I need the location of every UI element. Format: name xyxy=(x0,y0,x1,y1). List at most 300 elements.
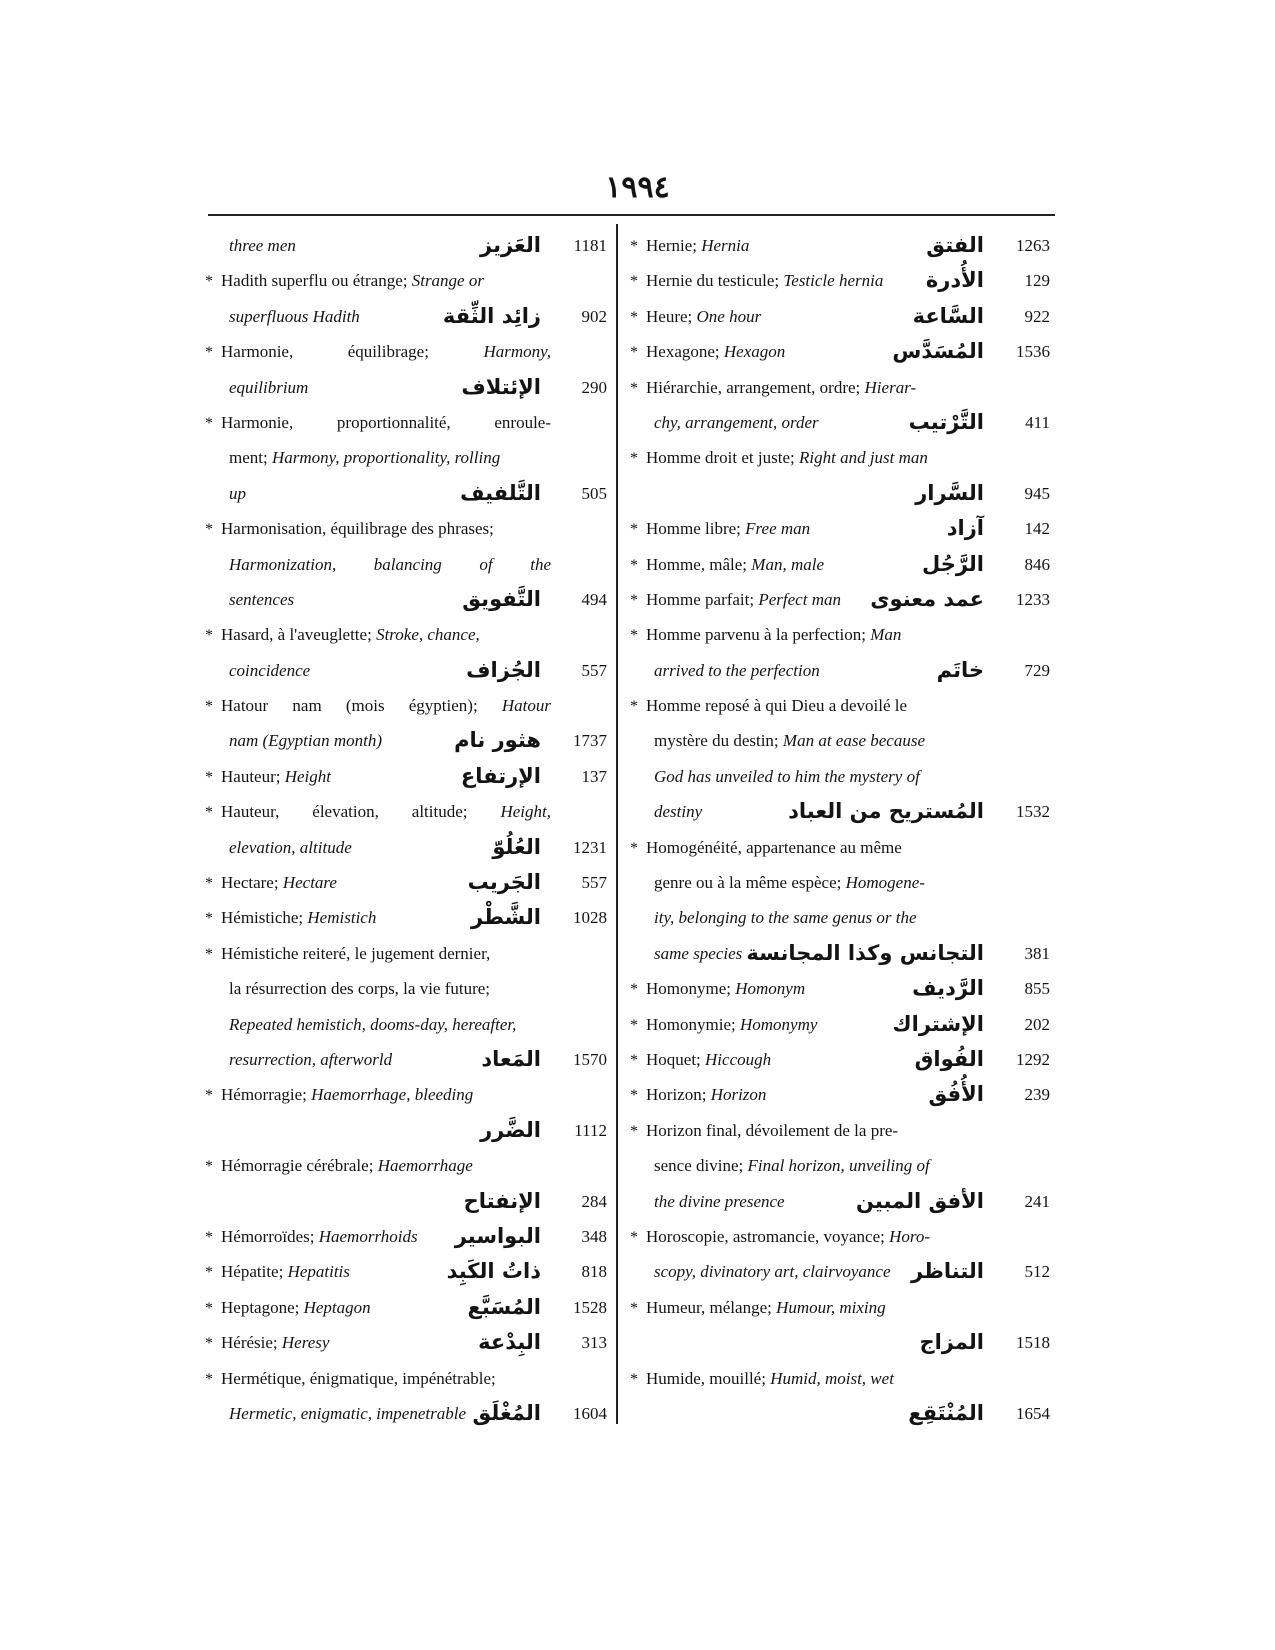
english-term: sentences xyxy=(229,589,295,609)
arabic-term: الشَّطْر xyxy=(471,905,541,930)
french-term: la résurrection des corps, la vie future; xyxy=(229,979,491,999)
arabic-term: التَّرْتيب xyxy=(908,409,984,434)
page-reference: 142 xyxy=(1024,519,1050,539)
entry-line xyxy=(630,547,1050,582)
entry-text xyxy=(646,440,994,475)
french-term: Homme parvenu à la perfection; xyxy=(646,625,871,645)
page-reference: 1654 xyxy=(1016,1403,1050,1423)
french-term: Homme libre; xyxy=(646,519,746,539)
english-term: same species xyxy=(654,943,743,963)
entry-text xyxy=(221,511,551,546)
entry-line xyxy=(205,370,607,405)
english-term: Haemorrhage, bleeding xyxy=(311,1085,474,1105)
english-term: Height xyxy=(284,766,332,786)
page-reference: 1263 xyxy=(1016,236,1050,255)
english-term: Hiccough xyxy=(705,1049,772,1069)
arabic-term: الأفق المبين xyxy=(855,1188,984,1213)
english-term: scopy, divinatory art, clairvoyance xyxy=(654,1262,891,1282)
page-reference: 129 xyxy=(1024,271,1050,291)
french-term: Hectare; xyxy=(221,873,283,893)
french-term: Hermétique, énigmatique, impénétrable; xyxy=(221,1368,496,1388)
entry-line xyxy=(630,1361,1050,1396)
arabic-term: المُسَبَّع xyxy=(467,1294,541,1319)
french-term: Hasard, à l'aveuglette; xyxy=(221,625,377,645)
english-term: ity, belonging to the same genus or the xyxy=(654,908,917,928)
arabic-term: السَّاعة xyxy=(912,303,984,328)
entry-bullet: * xyxy=(205,1335,213,1353)
arabic-term: الفُواق xyxy=(914,1046,984,1071)
entry-line xyxy=(630,1396,1050,1431)
arabic-term: البواسير xyxy=(454,1223,541,1248)
arabic-term: الإشتراك xyxy=(892,1011,984,1036)
entry-line xyxy=(205,759,607,794)
english-term: Testicle hernia xyxy=(783,271,884,291)
entry-text xyxy=(654,1148,994,1183)
entry-line xyxy=(630,900,1050,935)
entry-line xyxy=(205,830,607,865)
entry-bullet: * xyxy=(205,344,213,362)
english-term: Homonym xyxy=(735,979,806,999)
french-term: Harmonie, proportionnalité, enroule- xyxy=(221,412,551,432)
entry-bullet: * xyxy=(630,627,638,645)
english-term: arrived to the perfection xyxy=(654,660,820,680)
entry-bullet: * xyxy=(205,804,213,822)
entry-line xyxy=(630,263,1050,298)
entry-bullet: * xyxy=(205,698,213,716)
entry-line xyxy=(205,1254,607,1289)
arabic-term: الأُفُق xyxy=(928,1082,984,1107)
page-reference: 855 xyxy=(1024,979,1050,999)
entry-line xyxy=(205,1007,607,1042)
entry-bullet: * xyxy=(205,945,213,963)
french-term: Homonyme; xyxy=(646,979,736,999)
entry-text xyxy=(221,936,551,971)
entry-line xyxy=(630,1219,1050,1254)
entry-line xyxy=(205,1361,607,1396)
entry-line xyxy=(205,334,607,369)
arabic-term: الفتق xyxy=(926,233,984,257)
french-term: Humeur, mélange; xyxy=(646,1297,777,1317)
page-reference: 1518 xyxy=(1016,1333,1050,1353)
entry-line xyxy=(205,405,607,440)
right-column xyxy=(630,228,1050,1431)
entry-text xyxy=(229,440,551,475)
page-reference: 1570 xyxy=(573,1049,607,1069)
page-reference: 1604 xyxy=(573,1403,607,1423)
french-term: Homogénéité, appartenance au même xyxy=(646,837,902,857)
page-reference: 348 xyxy=(581,1226,607,1246)
entry-bullet: * xyxy=(630,344,638,362)
entry-line xyxy=(630,370,1050,405)
entry-line xyxy=(630,228,1050,263)
entry-bullet: * xyxy=(205,414,213,432)
page-reference: 1292 xyxy=(1016,1049,1050,1069)
french-term: Hémorroïdes; xyxy=(221,1226,319,1246)
arabic-term: المُستريح من العباد xyxy=(788,799,984,824)
entry-line xyxy=(630,1007,1050,1042)
entry-bullet: * xyxy=(630,450,638,468)
english-term: Heresy xyxy=(281,1333,330,1353)
entry-line xyxy=(630,1077,1050,1112)
entry-line xyxy=(630,1254,1050,1289)
english-term: Stroke, chance, xyxy=(376,625,480,645)
entry-line xyxy=(205,263,607,298)
english-term: Repeated hemistich, dooms-day, hereafter, xyxy=(229,1014,517,1034)
english-term: the divine presence xyxy=(654,1191,785,1211)
page-reference: 1181 xyxy=(573,236,607,255)
entry-bullet: * xyxy=(630,1299,638,1317)
entry-line xyxy=(205,228,607,263)
entry-line xyxy=(205,1290,607,1325)
english-term: Strange or xyxy=(411,271,484,291)
french-term: Homme reposé à qui Dieu a devoilé le xyxy=(646,696,908,716)
entry-text xyxy=(229,547,551,582)
entry-text xyxy=(646,617,994,652)
entry-line xyxy=(205,1219,607,1254)
entry-line xyxy=(630,334,1050,369)
arabic-term: الإنفتاح xyxy=(463,1188,541,1213)
entry-text xyxy=(646,370,994,405)
english-term: Hermetic, enigmatic, impenetrable xyxy=(229,1403,466,1423)
english-term: Harmony, xyxy=(483,342,551,362)
entry-line xyxy=(205,1396,607,1431)
english-term: three men xyxy=(229,236,296,255)
french-term: Hépatite; xyxy=(221,1262,288,1282)
french-term: Hérésie; xyxy=(221,1333,282,1353)
french-term: Hernie; xyxy=(646,236,702,255)
french-term: Hexagone; xyxy=(646,342,724,362)
arabic-term: البِدْعة xyxy=(478,1330,541,1355)
page-reference: 313 xyxy=(581,1333,607,1353)
english-term: Haemorrhoids xyxy=(318,1226,418,1246)
english-term: Homonymy xyxy=(739,1014,818,1034)
entry-text xyxy=(646,511,994,546)
entry-line xyxy=(630,1148,1050,1183)
english-term: elevation, altitude xyxy=(229,837,352,857)
arabic-term: المُغْلَق xyxy=(472,1400,541,1425)
french-term: Hauteur; xyxy=(221,766,285,786)
entry-text xyxy=(646,830,994,865)
page-reference: 202 xyxy=(1024,1014,1050,1034)
english-term: Humour, mixing xyxy=(776,1297,886,1317)
page-reference: 1737 xyxy=(573,731,607,751)
english-term: Hernia xyxy=(701,236,750,255)
page-reference: 945 xyxy=(1024,483,1050,503)
entry-bullet: * xyxy=(630,556,638,574)
entry-line xyxy=(630,723,1050,758)
entry-text xyxy=(221,334,551,369)
english-term: up xyxy=(229,483,246,503)
french-term: Hatour nam (mois égyptien); xyxy=(221,696,502,716)
entry-line xyxy=(630,405,1050,440)
entry-line xyxy=(630,1113,1050,1148)
entry-line xyxy=(630,299,1050,334)
entry-bullet: * xyxy=(630,591,638,609)
english-term: Perfect man xyxy=(758,589,841,609)
entry-bullet: * xyxy=(205,875,213,893)
arabic-term: عمد معنوى xyxy=(870,586,984,611)
entry-line xyxy=(630,476,1050,511)
english-term: Harmony, proportionality, rolling xyxy=(271,448,501,468)
entry-line xyxy=(630,1325,1050,1360)
french-term: Horizon; xyxy=(646,1085,711,1105)
entry-text xyxy=(646,688,994,723)
french-term: Hémistiche; xyxy=(221,908,308,928)
entry-line xyxy=(205,865,607,900)
entry-bullet: * xyxy=(630,379,638,397)
entry-line xyxy=(630,830,1050,865)
header-rule xyxy=(208,214,1055,216)
entry-text xyxy=(646,1113,994,1148)
entry-line xyxy=(205,511,607,546)
french-term: Homme parfait; xyxy=(646,589,759,609)
entry-text xyxy=(221,405,551,440)
entry-line xyxy=(630,1184,1050,1219)
english-term: Hectare xyxy=(282,873,337,893)
entry-line xyxy=(630,617,1050,652)
entry-line xyxy=(630,653,1050,688)
entry-line xyxy=(205,794,607,829)
entry-line xyxy=(205,299,607,334)
entry-text xyxy=(221,794,551,829)
entry-line xyxy=(205,900,607,935)
french-term: sence divine; xyxy=(654,1156,748,1176)
english-term: Final horizon, unveiling of xyxy=(747,1156,930,1176)
entry-line xyxy=(205,688,607,723)
french-term: Hémorragie; xyxy=(221,1085,312,1105)
page-reference: 239 xyxy=(1024,1085,1050,1105)
english-term: equilibrium xyxy=(229,377,309,397)
arabic-term: المَعاد xyxy=(481,1046,541,1071)
entry-bullet: * xyxy=(205,521,213,539)
page-reference: 494 xyxy=(581,589,607,609)
page-reference: 922 xyxy=(1024,306,1050,326)
entry-bullet: * xyxy=(630,238,638,255)
french-term: Homonymie; xyxy=(646,1014,740,1034)
arabic-term: المزاج xyxy=(919,1330,984,1355)
arabic-term: التَّلفيف xyxy=(460,480,541,505)
entry-line xyxy=(630,440,1050,475)
page-reference: 557 xyxy=(581,873,607,893)
english-term: Harmonization, balancing of the xyxy=(229,554,551,574)
entry-text xyxy=(229,1007,551,1042)
page-reference: 381 xyxy=(1024,943,1050,963)
english-term: Man xyxy=(870,625,902,645)
entry-bullet: * xyxy=(630,1087,638,1105)
entry-line xyxy=(205,653,607,688)
arabic-term: التجانس وكذا المجانسة xyxy=(746,940,984,965)
french-term: Hauteur, élevation, altitude; xyxy=(221,802,501,822)
entry-line xyxy=(205,1077,607,1112)
english-term: Horizon xyxy=(710,1085,767,1105)
page-reference: 290 xyxy=(581,377,607,397)
page-reference: 1233 xyxy=(1016,589,1050,609)
entry-bullet: * xyxy=(205,1228,213,1246)
french-term: Hoquet; xyxy=(646,1049,706,1069)
english-term: Hemistich xyxy=(307,908,377,928)
entry-bullet: * xyxy=(205,273,213,291)
arabic-term: الجَريب xyxy=(467,870,541,895)
french-term: Harmonisation, équilibrage des phrases; xyxy=(221,519,494,539)
french-term: Homme droit et juste; xyxy=(646,448,799,468)
entry-bullet: * xyxy=(630,1051,638,1069)
entry-line xyxy=(205,1184,607,1219)
french-term: ment; xyxy=(229,448,272,468)
entry-bullet: * xyxy=(630,1228,638,1246)
entry-bullet: * xyxy=(630,698,638,716)
french-term: Homme, mâle; xyxy=(646,554,752,574)
entry-line xyxy=(630,1042,1050,1077)
left-column xyxy=(205,228,607,1431)
arabic-term: الجُزاف xyxy=(466,657,541,682)
french-term: Horizon final, dévoilement de la pre- xyxy=(646,1120,899,1140)
entry-text xyxy=(221,263,551,298)
arabic-term: آزاد xyxy=(946,516,984,541)
page-reference: 1532 xyxy=(1016,802,1050,822)
page-reference: 137 xyxy=(581,766,607,786)
arabic-term: الإئتلاف xyxy=(461,374,541,399)
entry-text xyxy=(646,1219,994,1254)
entry-text xyxy=(654,900,994,935)
arabic-term: الضَّرر xyxy=(480,1117,541,1142)
entry-line xyxy=(205,1325,607,1360)
entry-line xyxy=(205,723,607,758)
entry-line xyxy=(630,582,1050,617)
entry-bullet: * xyxy=(205,627,213,645)
french-term: Humide, mouillé; xyxy=(646,1368,771,1388)
arabic-term: التناظر xyxy=(911,1259,984,1284)
arabic-term: هثور نام xyxy=(454,728,541,753)
entry-text xyxy=(221,1148,551,1183)
entry-bullet: * xyxy=(205,1264,213,1282)
entry-line xyxy=(630,865,1050,900)
page-reference: 241 xyxy=(1024,1191,1050,1211)
entry-text xyxy=(646,1361,994,1396)
arabic-term: خاتَم xyxy=(936,657,984,682)
entry-bullet: * xyxy=(205,910,213,928)
english-term: Free man xyxy=(745,519,811,539)
english-term: superfluous Hadith xyxy=(229,306,360,326)
french-term: Heptagone; xyxy=(221,1297,304,1317)
english-term: resurrection, afterworld xyxy=(229,1049,393,1069)
french-term: Harmonie, équilibrage; xyxy=(221,342,484,362)
english-term: chy, arrangement, order xyxy=(654,412,819,432)
entry-bullet: * xyxy=(630,308,638,326)
english-term: Hepatitis xyxy=(287,1262,350,1282)
english-term: God has unveiled to him the mystery of xyxy=(654,766,920,786)
entry-bullet: * xyxy=(630,1370,638,1388)
entry-text xyxy=(229,971,551,1006)
entry-line xyxy=(630,1290,1050,1325)
english-term: Homogene- xyxy=(845,873,925,893)
entry-line xyxy=(630,936,1050,971)
entry-text xyxy=(654,723,994,758)
entry-bullet: * xyxy=(630,1016,638,1034)
arabic-term: الرَّديف xyxy=(912,976,984,1001)
english-term: Hatour xyxy=(501,696,551,716)
page-reference: 846 xyxy=(1024,554,1050,574)
page-reference: 505 xyxy=(581,483,607,503)
french-term: Hiérarchie, arrangement, ordre; xyxy=(646,377,865,397)
english-term: Man, male xyxy=(751,554,824,574)
page-reference: 1028 xyxy=(573,908,607,928)
arabic-term: السَّرار xyxy=(915,480,984,505)
page-number: ١٩٩٤ xyxy=(605,171,670,204)
entry-text xyxy=(221,688,551,723)
entry-line xyxy=(630,971,1050,1006)
entry-text xyxy=(221,1077,551,1112)
arabic-term: الإرتفاع xyxy=(460,763,541,788)
english-term: Height, xyxy=(500,802,551,822)
entry-line xyxy=(205,971,607,1006)
english-term: Heptagon xyxy=(303,1297,371,1317)
arabic-term: الأُدرة xyxy=(925,268,984,293)
french-term: Hémorragie cérébrale; xyxy=(221,1156,378,1176)
entry-text xyxy=(654,759,994,794)
arabic-term: ذاتُ الكَبِد xyxy=(446,1259,541,1284)
entry-line xyxy=(205,582,607,617)
page-reference: 902 xyxy=(581,306,607,326)
english-term: coincidence xyxy=(229,660,311,680)
french-term: genre ou à la même espèce; xyxy=(654,873,846,893)
entry-bullet: * xyxy=(630,981,638,999)
page-reference: 1528 xyxy=(573,1297,607,1317)
page-reference: 411 xyxy=(1025,412,1050,432)
column-divider xyxy=(616,224,618,1424)
page-reference: 818 xyxy=(581,1262,607,1282)
entry-line xyxy=(630,688,1050,723)
entry-line xyxy=(630,759,1050,794)
entry-line xyxy=(630,794,1050,829)
entry-bullet: * xyxy=(205,1158,213,1176)
page-reference: 1536 xyxy=(1016,342,1050,362)
entry-line xyxy=(205,476,607,511)
english-term: nam (Egyptian month) xyxy=(229,731,382,751)
entry-line xyxy=(205,1042,607,1077)
english-term: Hexagon xyxy=(723,342,786,362)
entry-line xyxy=(205,440,607,475)
entry-line xyxy=(205,1148,607,1183)
entry-bullet: * xyxy=(630,521,638,539)
english-term: Haemorrhage xyxy=(377,1156,473,1176)
entry-text xyxy=(646,1290,994,1325)
arabic-term: زائِد الثِّقة xyxy=(442,303,541,328)
arabic-term: العُلُوّ xyxy=(492,834,541,859)
entry-line xyxy=(630,511,1050,546)
english-term: Right and just man xyxy=(798,448,928,468)
entry-line xyxy=(205,617,607,652)
entry-line xyxy=(205,1113,607,1148)
entry-bullet: * xyxy=(630,1122,638,1140)
entry-text xyxy=(221,617,551,652)
entry-text xyxy=(221,1361,551,1396)
french-term: mystère du destin; xyxy=(654,731,783,751)
arabic-term: التَّفويق xyxy=(462,586,541,611)
entry-bullet: * xyxy=(630,273,638,291)
entry-line xyxy=(205,547,607,582)
english-term: Man at ease because xyxy=(782,731,925,751)
english-term: Horo- xyxy=(889,1226,931,1246)
page-reference: 557 xyxy=(581,660,607,680)
entry-bullet: * xyxy=(205,768,213,786)
page-reference: 1112 xyxy=(574,1120,607,1140)
entry-bullet: * xyxy=(630,839,638,857)
english-term: Humid, moist, wet xyxy=(770,1368,894,1388)
arabic-term: العَزيز xyxy=(480,233,541,257)
french-term: Hadith superflu ou étrange; xyxy=(221,271,412,291)
entry-bullet: * xyxy=(205,1299,213,1317)
english-term: destiny xyxy=(654,802,703,822)
